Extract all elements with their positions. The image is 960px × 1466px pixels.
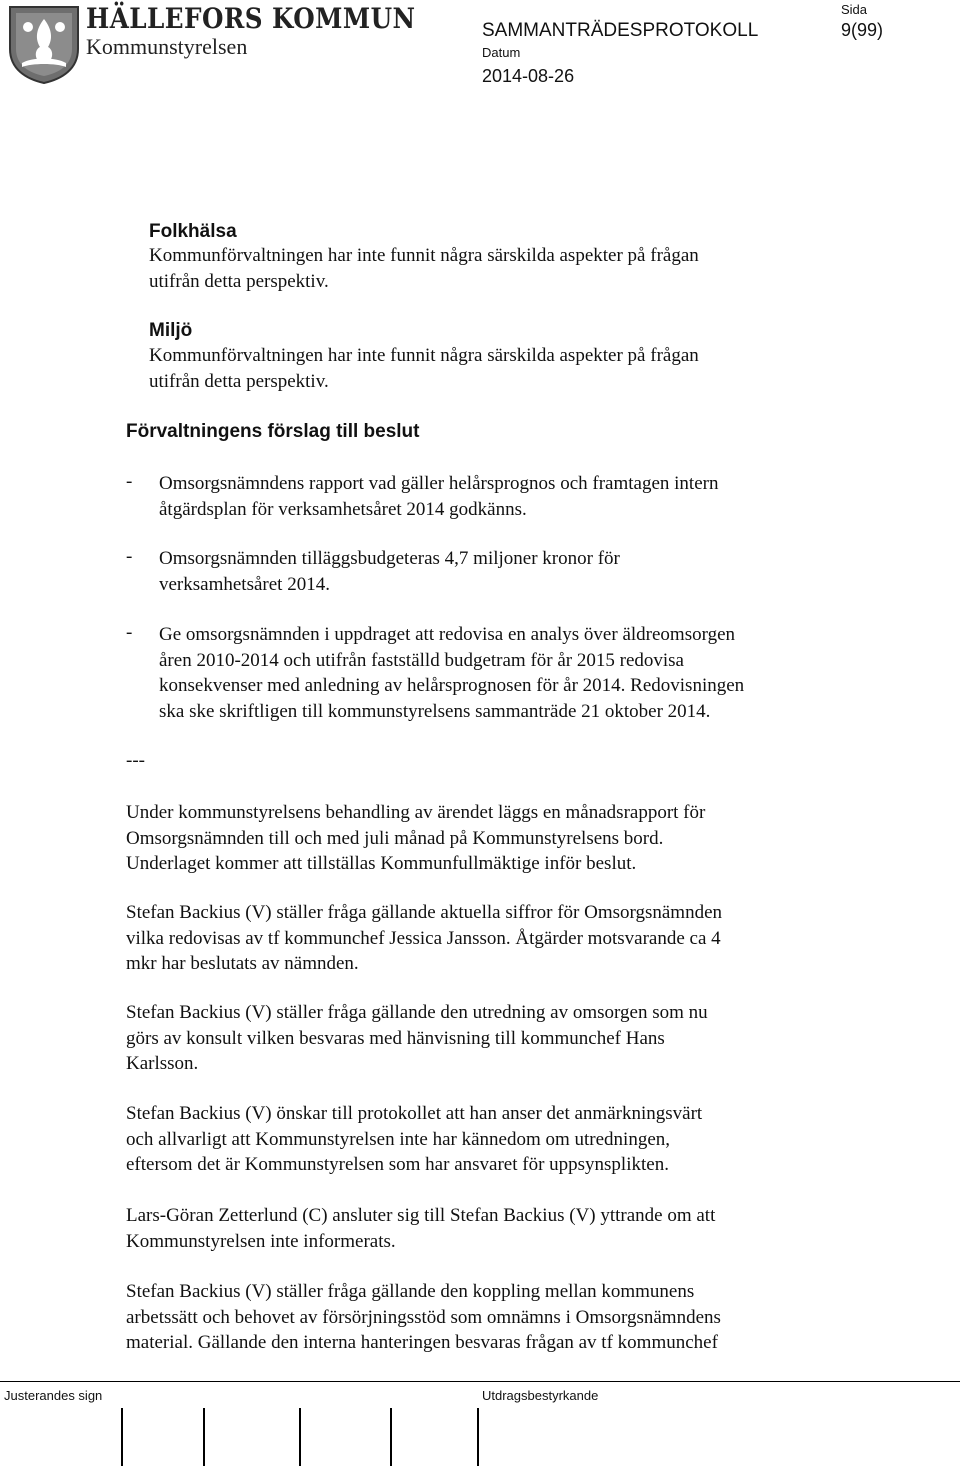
meeting-date: 2014-08-26 — [482, 66, 575, 86]
organization-department: Kommunstyrelsen — [86, 34, 248, 59]
heading-forslag: Förvaltningens förslag till beslut — [126, 421, 420, 442]
organization-name: HÄLLEFORS KOMMUN — [86, 2, 416, 35]
proposal-item: Ge omsorgsnämnden i uppdraget att redovisa en analys över äldreomsorgen åren 2010-2014 och utifrån fastställd budgetram för år 2015 redovisa konsekvenser med anledning av helårsprognosen för år 2014. Redovisningen ska ske skriftligen till kommunstyrelsens sammanträde 21 oktober 2014. — [159, 624, 745, 722]
body-paragraph: Lars-Göran Zetterlund (C) ansluter sig till Stefan Backius (V) yttrande om att Kommunstyrelsen inte informerats. — [126, 1205, 716, 1252]
heading-miljo: Miljö — [149, 320, 193, 341]
miljo-text: Kommunförvaltningen har inte funnit några särskilda aspekter på frågan utifrån detta perspektiv. — [149, 345, 699, 392]
signature-box-divider — [203, 1408, 205, 1466]
bullet-dash: - — [126, 546, 133, 567]
body-paragraph: Stefan Backius (V) ställer fråga gällande den koppling mellan kommunens arbetssätt och behovet av försörjningsstöd som omnämns i Omsorgsnämndens material. Gällande den interna hanteringen besvaras frågan av tf kommunchef — [126, 1281, 721, 1353]
bullet-dash: - — [126, 471, 133, 492]
signature-box-divider — [299, 1408, 301, 1466]
certification-label: Utdragsbestyrkande — [482, 1388, 599, 1403]
folkhalsa-text: Kommunförvaltningen har inte funnit några särskilda aspekter på frågan utifrån detta perspektiv. — [149, 245, 699, 292]
signature-label: Justerandes sign — [4, 1388, 103, 1403]
body-paragraph: Stefan Backius (V) önskar till protokollet att han anser det anmärkningsvärt och allvarligt att Kommunstyrelsen inte har kännedom om utredningen, eftersom det är Kommunstyrelsen som har ansvaret för uppsynsplikten. — [126, 1103, 703, 1175]
date-label: Datum — [482, 45, 521, 60]
proposal-item: Omsorgsnämnden tilläggsbudgeteras 4,7 miljoner kronor för verksamhetsåret 2014. — [159, 548, 620, 595]
page-number: 9(99) — [841, 20, 884, 40]
signature-box-divider — [121, 1408, 123, 1466]
body-paragraph: Stefan Backius (V) ställer fråga gällande aktuella siffror för Omsorgsnämnden vilka redovisas av tf kommunchef Jessica Jansson. Åtgärder motsvarande ca 4 mkr har beslutats av nämnden. — [126, 902, 723, 974]
proposal-item: Omsorgsnämndens rapport vad gäller helårsprognos och framtagen intern åtgärdsplan för verksamhetsåret 2014 godkänns. — [159, 473, 719, 520]
signature-box-divider — [477, 1408, 479, 1466]
heading-folkhalsa: Folkhälsa — [149, 221, 237, 242]
body-paragraph: Stefan Backius (V) ställer fråga gällande den utredning av omsorgen som nu görs av konsult vilken besvaras med hänvisning till kommunchef Hans Karlsson. — [126, 1002, 708, 1074]
signature-box-divider — [390, 1408, 392, 1466]
municipal-coat-of-arms-icon — [6, 3, 82, 85]
bullet-dash: - — [126, 622, 133, 643]
footer-divider — [0, 1381, 960, 1382]
page-label: Sida — [841, 2, 868, 17]
section-separator: --- — [126, 750, 145, 771]
body-paragraph: Under kommunstyrelsens behandling av ärendet läggs en månadsrapport för Omsorgsnämnden till och med juli månad på Kommunstyrelsens bord. Underlaget kommer att tillställas Kommunfullmäktige inför beslut. — [126, 802, 706, 874]
document-type: SAMMANTRÄDESPROTOKOLL — [482, 20, 759, 41]
